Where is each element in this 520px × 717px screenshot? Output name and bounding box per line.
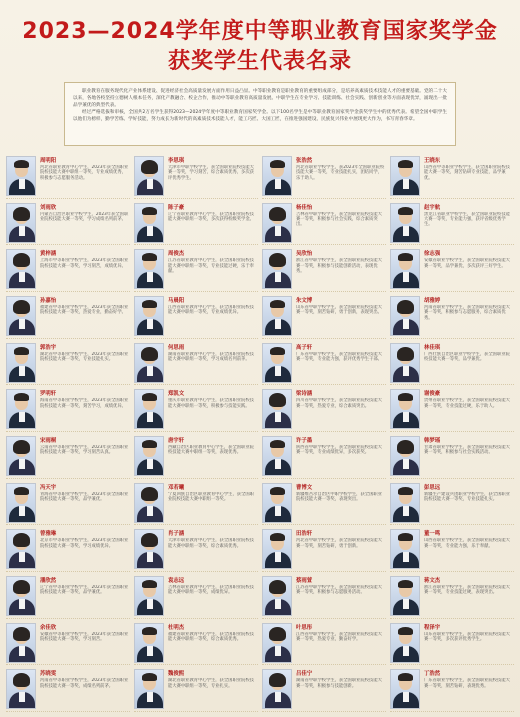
student-card	[262, 247, 386, 292]
student-photo	[262, 623, 292, 663]
student-name: 胡雅婷	[424, 298, 441, 304]
student-description: 云南省中等职业学校学生，2023年获全国职业院校技能大赛一等奖，学习刻苦认真。	[40, 445, 129, 456]
student-description: 辽宁省职业教育中心学生，获全国职业院校技能大赛中职组一等奖，多次获得校级奖学金。	[168, 211, 254, 223]
student-description: 山西省职业学校学生，获全国职业院校技能大赛一等奖，专业能力强，乐于奉献。	[424, 538, 510, 549]
student-card	[134, 247, 258, 292]
student-photo	[6, 669, 36, 709]
student-name: 叶思彤	[296, 624, 313, 631]
student-name: 刘雨欣	[40, 204, 57, 211]
student-description: 宁夏回族自治区职业教育中心学生，获全国职业院校技能大赛中职组一等奖。	[168, 491, 254, 503]
student-info	[424, 249, 514, 269]
student-description: 广东省中职学校学生，获全国职业院校技能大赛一等奖，专业能力强，获评优秀学生干部。	[296, 351, 382, 363]
student-info	[296, 296, 386, 316]
student-description: 江西省中职学校学生，获全国职业院校技能大赛一等奖，热爱专业，勤奋好学。	[296, 631, 382, 643]
student-card	[6, 294, 130, 339]
student-info	[424, 343, 514, 363]
student-card	[390, 387, 514, 432]
student-info	[424, 669, 514, 689]
student-description: 上海市中等职业学校学生，2023年获全国职业院校技能大赛一等奖，学习刻苦，成绩优异。	[40, 258, 129, 269]
student-name: 罗明轩	[40, 391, 57, 398]
student-description: 贵州省职业学校学生，获全国职业院校技能大赛一等奖，专业技能过硬，乐于助人。	[424, 398, 510, 409]
student-card	[262, 434, 386, 479]
student-card	[390, 434, 514, 479]
student-info	[168, 436, 258, 456]
student-name: 王晓东	[424, 158, 441, 164]
student-description: 湖南省职业教育中心学生，获全国职业院校技能大赛中职组一等奖，学习成绩名列前茅。	[168, 351, 254, 363]
student-name: 谢俊豪	[424, 391, 441, 398]
student-description: 甘肃省职业学校学生，获全国职业院校技能大赛一等奖，积极参与社会实践活动。	[424, 445, 510, 456]
student-description: 山西省中等职业学校学生，获全国职业院校技能大赛一等奖，刻苦钻研专业技能，品学兼优。	[424, 165, 510, 181]
student-info	[40, 669, 130, 689]
student-info	[296, 623, 386, 643]
student-name: 梁诗涵	[296, 391, 313, 398]
student-photo	[262, 249, 292, 289]
student-description: 青海省中等职业学校学生，2023年获全国职业院校技能大赛一等奖，品学兼优。	[40, 491, 129, 503]
student-info	[168, 623, 258, 643]
student-grid	[6, 154, 514, 712]
student-info	[40, 529, 130, 549]
student-photo	[134, 483, 164, 523]
student-name: 蔡雨萱	[296, 578, 313, 584]
student-card	[390, 527, 514, 572]
student-photo	[134, 389, 164, 429]
student-name: 袁志远	[168, 578, 185, 584]
student-info	[40, 343, 130, 363]
student-info	[424, 483, 514, 503]
student-photo	[262, 483, 292, 523]
student-description: 天津市职业教育中心学生，获全国职业院校技能大赛中职组一等奖，综合素质优秀。	[168, 538, 254, 549]
student-card	[390, 247, 514, 292]
student-photo	[262, 203, 292, 243]
student-description: 重庆市职业教育中心学生，获全国职业院校技能大赛中职组一等奖，积极参与技能实践。	[168, 398, 254, 409]
student-card	[6, 621, 130, 666]
student-description: 黑龙江省职业学校学生，获全国职业院校技能大赛一等奖，专业能力强，获评省级优秀学生。	[424, 211, 510, 228]
student-info	[40, 436, 130, 456]
student-description: 江苏省职业教育中心学生，获全国职业院校技能大赛中职组一等奖，专业技能过硬，乐于奉献。	[168, 258, 254, 275]
student-description: 河北省职业教育中心学生，2023年获全国职业院校技能大赛中职组一等奖，专业成绩优秀，积极参与志愿服务活动。	[40, 165, 129, 181]
student-card	[134, 481, 258, 526]
student-description: 湖北省职业教育中心学生，获全国职业院校技能大赛中职组一等奖，专业扎实。	[168, 678, 254, 689]
student-photo	[390, 296, 420, 336]
student-info	[424, 436, 514, 456]
student-photo	[6, 576, 36, 616]
student-card	[134, 574, 258, 619]
student-info	[168, 669, 258, 689]
student-name: 曾雅琳	[40, 531, 57, 538]
student-photo	[6, 156, 36, 196]
student-card	[262, 154, 386, 199]
student-card	[134, 527, 258, 572]
student-info	[424, 529, 514, 549]
student-card	[6, 434, 130, 479]
student-photo	[262, 529, 292, 569]
student-description: 吉林省中职学校学生，获全国职业院校技能大赛一等奖，积极参与社会实践，综合素质突出。	[296, 211, 382, 228]
student-name: 周俊杰	[168, 251, 185, 258]
student-description: 江西省职业教育中心学生，获全国职业院校技能大赛中职组一等奖，专业成绩优异。	[168, 305, 254, 316]
student-description: 四川省中职学校学生，获全国职业院校技能大赛一等奖，热爱专业，综合素质突出。	[296, 398, 382, 409]
student-photo	[390, 483, 420, 523]
student-description: 浙江省中职学校学生，获全国职业院校技能大赛一等奖，积极参与技能创新活动，表现优秀。	[296, 258, 382, 275]
student-name: 肖子涵	[168, 531, 185, 538]
student-name: 陈子豪	[168, 204, 185, 211]
student-photo	[134, 296, 164, 336]
student-info	[40, 156, 130, 181]
student-info	[40, 249, 130, 269]
student-info	[40, 296, 130, 316]
student-card	[262, 527, 386, 572]
student-name: 韩梦瑶	[424, 438, 441, 444]
student-photo	[134, 529, 164, 569]
student-name: 杨佳怡	[296, 204, 313, 211]
student-info	[40, 483, 130, 503]
student-photo	[262, 576, 292, 616]
student-info	[296, 249, 386, 274]
student-photo	[390, 576, 420, 616]
student-photo	[6, 296, 36, 336]
student-name: 吴欣怡	[296, 251, 313, 258]
student-card	[134, 434, 258, 479]
student-card	[134, 387, 258, 432]
student-info	[168, 389, 258, 409]
student-card	[6, 574, 130, 619]
student-card	[134, 154, 258, 199]
student-photo	[134, 343, 164, 383]
student-photo	[390, 669, 420, 709]
student-name: 魏俊熙	[168, 671, 185, 678]
student-description: 新疆生产建设兵团职业学校学生，获全国职业院校技能大赛一等奖，专业技能扎实。	[424, 491, 510, 503]
student-name: 马晨阳	[168, 298, 185, 304]
student-info	[296, 576, 386, 596]
student-description: 河北省职业学校学生，获2023年全国职业院校技能大赛一等奖，专业技能扎实，团结同学，乐于助人。	[296, 165, 385, 181]
student-card	[6, 481, 130, 526]
student-description: 北京市中等职业学校学生，2023年获全国职业院校技能大赛一等奖，学习成绩优异。	[40, 538, 129, 549]
student-description: 福建省中等职业学校学生，2023年获全国职业院校技能大赛一等奖，热爱专业，勤奋好学。	[40, 305, 129, 316]
student-name: 周明阳	[40, 158, 57, 164]
student-name: 李思琪	[168, 158, 185, 164]
student-name: 许子墨	[296, 438, 313, 444]
student-info	[168, 296, 258, 316]
student-photo	[262, 669, 292, 709]
student-name: 朱文博	[296, 298, 313, 304]
student-description: 江苏省中职学校学生，获全国职业院校技能大赛一等奖，积极参与志愿服务活动。	[296, 585, 382, 596]
student-photo	[6, 483, 36, 523]
student-info	[296, 156, 386, 181]
student-description: 广东省职业学校学生，获全国职业院校技能大赛一等奖，刻苦钻研，表现优秀。	[424, 678, 510, 689]
page-subtitle: 获奖学生代表名录	[167, 49, 352, 74]
student-photo	[134, 576, 164, 616]
student-description: 海南省中等职业学校学生，2023年获全国职业院校技能大赛一等奖，刻苦学习，成绩优异。	[40, 398, 129, 409]
student-name: 宋雨桐	[40, 438, 57, 444]
student-photo	[6, 529, 36, 569]
student-description: 河北省中职学校学生，获全国职业院校技能大赛一等奖，刻苦钻研，勇于创新。	[296, 538, 382, 549]
student-photo	[6, 203, 36, 243]
student-name: 杜明杰	[168, 624, 185, 631]
student-description: 安徽省中等职业学校学生，2023年获全国职业院校技能大赛一等奖，学习刻苦。	[40, 631, 129, 643]
student-info	[296, 389, 386, 409]
student-description: 福建省职业教育中心学生，获全国职业院校技能大赛中职组一等奖，综合素质优秀。	[168, 631, 254, 643]
student-info	[168, 203, 258, 223]
student-name: 曹博文	[296, 484, 313, 491]
student-name: 潘欣然	[40, 578, 57, 584]
student-photo	[134, 249, 164, 289]
student-photo	[6, 249, 36, 289]
student-description: 山东省中职学校学生，获全国职业院校技能大赛一等奖，刻苦钻研，勇于创新，表现突出。	[296, 305, 382, 316]
student-info	[296, 203, 386, 228]
student-card	[390, 481, 514, 526]
student-name: 苏晓雯	[40, 671, 57, 678]
student-description: 安徽省职业学校学生，获全国职业院校技能大赛一等奖，品学兼优，多次获评三好学生。	[424, 258, 510, 269]
student-description: 吉林省职业教育中心学生，获全国职业院校技能大赛中职组一等奖，成绩优异。	[168, 585, 254, 596]
student-card	[134, 201, 258, 246]
student-photo	[134, 436, 164, 476]
student-name: 徐志强	[424, 251, 441, 258]
student-photo	[390, 623, 420, 663]
student-name: 高子轩	[296, 344, 313, 351]
student-info	[296, 483, 386, 503]
student-photo	[134, 156, 164, 196]
student-description: 新疆维吾尔自治区中职学校学生，获全国职业院校技能大赛一等奖，表现突出。	[296, 491, 382, 503]
student-description: 内蒙古自治区职业学校学生，2023年获全国职业院校技能大赛一等奖，学习成绩名列前茅。	[40, 211, 129, 223]
student-info	[40, 203, 130, 223]
intro-paragraph: 经过严格选拔和审核，全国共2万名学生获得2023—2024学年度中等职业教育国家奖学金。以下100名学生是中等职业教育国家奖学金获奖学生中的优秀代表。希望全国中职学生以他们为榜样，勤学苦练、学好技能，努力成长为新时代的高素质技术技能人才，能工巧匠、大国工匠，在推进强国建设、民族复兴伟业中展现更大作为，书写青春华章。	[73, 110, 447, 122]
student-description: 河南省职业学校学生，获全国职业院校技能大赛一等奖，积极参与志愿服务，综合素质优秀。	[424, 305, 510, 321]
student-photo	[390, 343, 420, 383]
student-description: 广西壮族自治区职业学校学生，获全国职业院校技能大赛一等奖，品学兼优。	[424, 351, 510, 363]
student-info	[424, 296, 514, 321]
student-info	[424, 156, 514, 181]
student-card	[6, 154, 130, 199]
student-name: 孙嘉怡	[40, 298, 57, 304]
student-description: 陕西省中职学校学生，获全国职业院校技能大赛一等奖，专业成绩优异，多次获奖。	[296, 445, 382, 456]
student-name: 邓若曦	[168, 484, 185, 491]
student-photo	[262, 389, 292, 429]
student-card	[262, 481, 386, 526]
student-card	[6, 667, 130, 712]
student-description: 浙江省职业学校学生，获全国职业院校技能大赛一等奖，专业技能过硬，表现突出。	[424, 585, 510, 596]
student-info	[168, 156, 258, 181]
student-photo	[6, 343, 36, 383]
student-info	[168, 529, 258, 549]
student-card	[6, 201, 130, 246]
student-info	[168, 343, 258, 363]
student-info	[40, 389, 130, 409]
student-photo	[390, 203, 420, 243]
student-card	[390, 154, 514, 199]
student-card	[134, 621, 258, 666]
student-name: 董一鸣	[424, 531, 441, 538]
student-info	[168, 249, 258, 274]
student-photo	[390, 389, 420, 429]
student-name: 张浩然	[296, 158, 313, 164]
student-name: 郑凯文	[168, 391, 185, 398]
student-photo	[134, 669, 164, 709]
student-name: 赵宇航	[424, 204, 441, 211]
student-photo	[390, 529, 420, 569]
student-card	[134, 667, 258, 712]
student-info	[296, 343, 386, 363]
student-photo	[262, 156, 292, 196]
student-card	[390, 341, 514, 386]
student-card	[262, 621, 386, 666]
student-name: 黄梓涵	[40, 251, 57, 258]
student-photo	[390, 249, 420, 289]
student-name: 程泽宇	[424, 624, 441, 631]
page-title: 2023—2024学年度中等职业教育国家奖学金	[22, 19, 498, 44]
student-info	[424, 389, 514, 409]
student-info	[424, 623, 514, 643]
student-card	[262, 294, 386, 339]
student-description: 山东省职业学校学生，获全国职业院校技能大赛一等奖，多次获评优秀学生。	[424, 631, 510, 643]
student-card	[390, 294, 514, 339]
student-info	[296, 529, 386, 549]
student-card	[134, 341, 258, 386]
student-info	[40, 623, 130, 643]
student-info	[296, 436, 386, 456]
student-card	[390, 574, 514, 619]
student-card	[262, 201, 386, 246]
student-card	[6, 527, 130, 572]
student-card	[262, 667, 386, 712]
student-info	[424, 576, 514, 596]
student-name: 林佳琪	[424, 344, 441, 351]
student-photo	[134, 623, 164, 663]
student-name: 郭浩宇	[40, 344, 57, 351]
student-photo	[390, 436, 420, 476]
student-card	[390, 667, 514, 712]
student-card	[262, 574, 386, 619]
student-description: 西藏自治区职业教育中心学生，获全国职业院校技能大赛中职组一等奖，表现优秀。	[168, 445, 254, 456]
student-card	[6, 341, 130, 386]
student-description: 辽宁省中等职业学校学生，2023年获全国职业院校技能大赛一等奖，品学兼优。	[40, 585, 129, 596]
student-info	[296, 669, 386, 689]
student-name: 彭思远	[424, 484, 441, 491]
student-name: 唐宇轩	[168, 438, 185, 444]
student-photo	[262, 436, 292, 476]
intro-box	[64, 82, 456, 146]
student-photo	[262, 343, 292, 383]
student-info	[168, 576, 258, 596]
student-photo	[390, 156, 420, 196]
student-description: 河南省中等职业学校学生，2023年获全国职业院校技能大赛一等奖，成绩名列前茅。	[40, 678, 129, 689]
student-photo	[6, 389, 36, 429]
student-description: 湖北省中等职业学校学生，2023年获全国职业院校技能大赛一等奖，专业技能扎实。	[40, 351, 129, 363]
student-card	[134, 294, 258, 339]
student-info	[40, 576, 130, 596]
student-description: 天津市中职学校学生，获全国职业院校技能大赛一等奖，学习刻苦，综合素质优秀，多次获评优秀学生。	[168, 165, 254, 181]
student-card	[262, 387, 386, 432]
student-name: 吕佳宁	[296, 671, 313, 678]
student-name: 蒋文杰	[424, 578, 441, 584]
student-name: 田浩轩	[296, 531, 313, 538]
intro-paragraph: 职业教育在服务现代化产业体系建设、促进经济社会高质量发展方面作用日益凸显。中等职业教育是职业教育的重要组成部分，是培养高素质技术技能人才的重要基础。党的二十大以来，各地各校坚持立德树人根本任务，深化产教融合、校企合作，推动中等职业教育高质量发展。中职学生在专业学习、技能训练、社会实践、创新创业等方面表现优异，涌现出一批品学兼优的典型代表。	[73, 89, 447, 108]
student-name: 丁浩然	[424, 671, 441, 678]
student-info	[168, 483, 258, 503]
student-name: 余佳欣	[40, 624, 57, 631]
student-card	[262, 341, 386, 386]
student-description: 湖南省中职学校学生，获全国职业院校技能大赛一等奖，积极参与技能创新。	[296, 678, 382, 689]
student-photo	[6, 436, 36, 476]
student-name: 何思雨	[168, 344, 185, 351]
student-photo	[262, 296, 292, 336]
student-card	[6, 387, 130, 432]
student-card	[390, 201, 514, 246]
student-card	[6, 247, 130, 292]
student-photo	[6, 623, 36, 663]
student-photo	[134, 203, 164, 243]
student-info	[424, 203, 514, 228]
student-name: 冯天宇	[40, 484, 57, 491]
student-card	[390, 621, 514, 666]
